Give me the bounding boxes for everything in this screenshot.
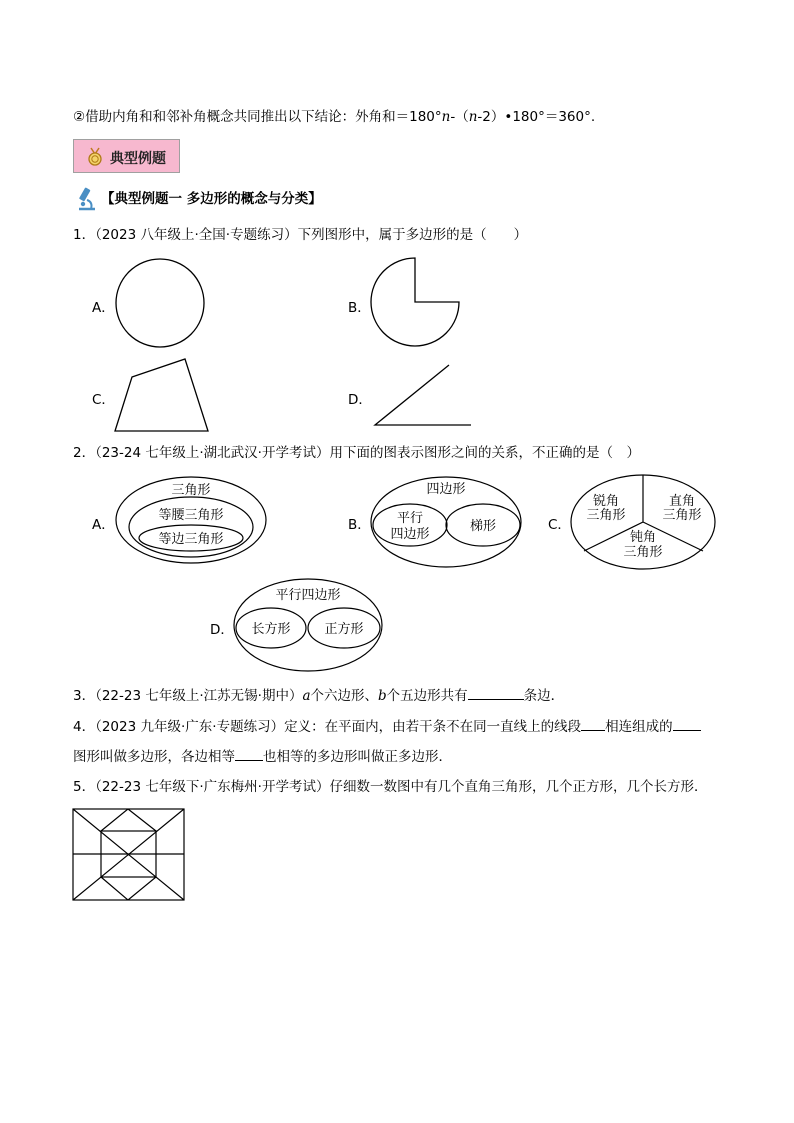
intro-suffix: -2）•180°＝360°.	[477, 109, 596, 125]
q2-b-right-label: 梯形	[469, 519, 497, 534]
medal-icon	[86, 147, 104, 167]
q2-c-obtuse-label-1: 钝角	[629, 530, 657, 545]
q3-suffix-2: 条边．	[523, 688, 565, 704]
banner-label: 典型例题	[110, 151, 166, 167]
q3-text	[73, 685, 564, 705]
q2-diagram-b	[370, 476, 525, 571]
q2-option-b-label: B．	[348, 517, 371, 533]
q4-blank-2[interactable]	[673, 716, 701, 731]
q3-var-a: a	[302, 688, 311, 704]
q2-diagram-d	[233, 578, 385, 673]
q4-blank-1[interactable]	[581, 716, 605, 731]
q2-a-middle-label: 等腰三角形	[158, 508, 224, 523]
q3-prefix: 3．（22-23 七年级上·江苏无锡·期中）	[73, 688, 303, 704]
q1-option-b-label: B．	[348, 300, 371, 316]
q2-diagram-c	[570, 474, 720, 572]
q2-d-left-label: 长方形	[251, 622, 291, 637]
q3-var-b: b	[378, 688, 387, 704]
q2-option-d-label: D．	[210, 622, 234, 638]
section-title-text: 【典型例题一 多边形的概念与分类】	[101, 191, 322, 207]
q1-option-d-label: D．	[348, 392, 372, 408]
intro-n1: n	[441, 109, 451, 125]
q2-c-acute-label-1: 锐角	[592, 494, 620, 509]
q2-b-outer-label: 四边形	[426, 482, 466, 497]
q2-b-left-label-1: 平行	[396, 511, 424, 526]
q2-d-outer-label: 平行四边形	[275, 588, 341, 603]
q2-d-right-label: 正方形	[324, 622, 364, 637]
q3-mid: 个六边形、	[310, 688, 379, 704]
q1-circle-figure	[115, 258, 207, 350]
q2-c-right-label-1: 直角	[668, 494, 696, 509]
q2-c-obtuse-label-2: 三角形	[623, 545, 663, 560]
q5-grid-figure	[72, 808, 186, 902]
q4-line-1	[73, 716, 701, 736]
q2-text: 2．（23-24 七年级上·湖北武汉·开学考试）用下面的图表示图形之间的关系，不正确的是（ ）	[73, 445, 640, 461]
q1-angle-figure	[372, 362, 472, 432]
q1-option-c-label: C．	[92, 392, 115, 408]
q3-suffix-1: 个五边形共有	[386, 688, 468, 704]
q1-text: 1．（2023 八年级上·全国·专题练习）下列图形中，属于多边形的是（ ）	[73, 227, 528, 243]
q1-option-a-label: A．	[92, 300, 115, 316]
q2-c-acute-label-2: 三角形	[586, 508, 626, 523]
typical-examples-banner	[73, 139, 180, 173]
q2-option-c-label: C．	[548, 517, 571, 533]
q3-answer-blank[interactable]	[468, 685, 524, 700]
q1-quadrilateral-figure	[114, 356, 224, 436]
q4-line-1a: 4．（2023 九年级·广东·专题练习）定义：在平面内，由若干条不在同一直线上的线段	[73, 719, 582, 735]
q4-line-2b: 也相等的多边形叫做正多边形．	[263, 749, 452, 765]
q1-sector-figure	[370, 257, 462, 349]
q4-line-1b: 相连组成的	[605, 719, 673, 735]
q5-text: 5．（22-23 七年级下·广东梅州·开学考试）仔细数一数图中有几个直角三角形，几个正方形，几个长方形．	[73, 779, 708, 795]
intro-prefix: ②借助内角和和邻补角概念共同推出以下结论：外角和＝180°	[73, 109, 442, 125]
q2-option-a-label: A．	[92, 517, 115, 533]
q2-b-left-label-2: 四边形	[390, 527, 430, 542]
q4-blank-3[interactable]	[235, 746, 263, 761]
intro-line	[73, 108, 595, 126]
intro-mid: -（	[450, 109, 469, 125]
q2-c-right-label-2: 三角形	[662, 508, 702, 523]
q4-line-2	[73, 746, 452, 766]
q2-a-inner-label: 等边三角形	[158, 532, 224, 547]
microscope-icon	[73, 186, 99, 212]
q4-line-2a: 图形叫做多边形，各边相等	[73, 749, 235, 765]
q2-a-outer-label: 三角形	[171, 483, 211, 498]
q2-diagram-a	[115, 476, 270, 566]
section-title	[101, 190, 322, 208]
intro-n2: n	[468, 109, 478, 125]
